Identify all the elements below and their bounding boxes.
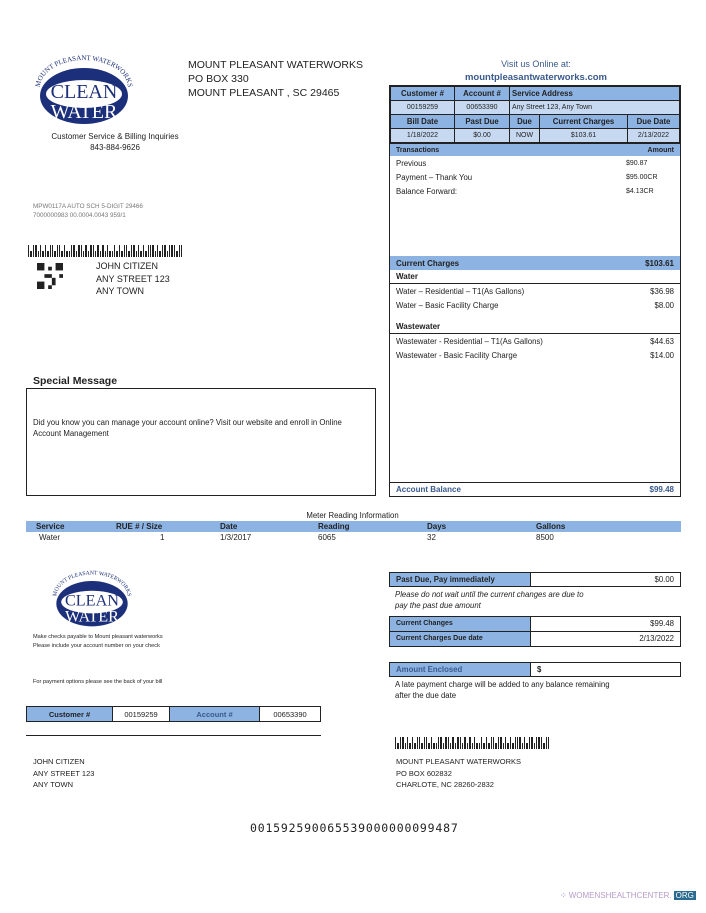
recipient-address: JOHN CITIZEN ANY STREET 123 ANY TOWN — [96, 261, 170, 296]
svg-text:WATER: WATER — [64, 607, 120, 626]
amount-enclosed-box[interactable]: Amount Enclosed $ — [389, 662, 681, 677]
special-message-box: Did you know you can manage your account online? Visit our website and enroll in Online Account Management — [26, 388, 376, 496]
meter-header: Service RUE # / Size Date Reading Days Gallons — [26, 521, 681, 532]
water-section-title: Water — [390, 270, 680, 284]
stub-id-box: Customer # 00159259 Account # 00653390 — [26, 706, 321, 722]
transactions-header: Transactions Amount — [390, 144, 680, 156]
customer-number: 00159259 — [391, 101, 455, 115]
watermark: ⁘ WOMENSHEALTHCENTER. ORG — [560, 891, 694, 900]
account-summary: Customer # Account # Service Address 00159259 00653390 Any Street 123, Any Town Bill Date Past Due Due Current Charges Due Date 1/18/2022 $0.00 NOW $103.61 2/13/2022 — [389, 85, 681, 144]
website-link[interactable]: mountpleasantwaterworks.com — [464, 72, 607, 83]
transaction-row: Balance Forward: $4.13CR — [396, 186, 654, 196]
due: NOW — [510, 129, 540, 143]
charge-row: Wastewater - Basic Facility Charge $14.00 — [396, 350, 674, 360]
meter-row: Water 1 1/3/2017 6065 32 8500 — [39, 533, 554, 542]
amount-enclosed-input[interactable]: $ — [537, 665, 542, 674]
svg-text:MOUNT PLEASANT WATERWORKS: MOUNT PLEASANT WATERWORKS — [33, 53, 135, 88]
mail-codes: MPW0117A AUTO SCH 5-DIGIT 29466 7000000983 00.0004.0043 959/1 — [33, 203, 143, 219]
ocr-scan-line: 001592590065539000000099487 — [250, 821, 459, 835]
meter-title: Meter Reading Information — [306, 511, 399, 520]
wastewater-section-title: Wastewater — [390, 320, 680, 334]
stub-account-number: 00653390 — [273, 709, 307, 719]
svg-text:CLEAN: CLEAN — [50, 81, 118, 103]
transaction-row: Previous $90.87 — [396, 158, 648, 168]
due-date: 2/13/2022 — [628, 129, 680, 143]
clean-water-logo-stub — [38, 568, 146, 628]
qr-code — [37, 263, 63, 289]
payment-instructions: Make checks payable to Mount pleasant waterworks Please include your account number on your check — [33, 634, 163, 649]
divider — [26, 735, 321, 736]
phone-number: 843-884-9626 — [90, 143, 140, 152]
clean-water-logo — [30, 52, 138, 126]
charge-row: Water – Basic Facility Charge $8.00 — [396, 300, 674, 310]
current-charges-value: $103.61 — [540, 129, 628, 143]
stub-recipient-address: JOHN CITIZEN ANY STREET 123 ANY TOWN — [33, 757, 95, 789]
company-address: MOUNT PLEASANT WATERWORKS PO BOX 330 MOUNT PLEASANT , SC 29465 — [188, 59, 364, 99]
svg-text:WATER: WATER — [50, 101, 118, 123]
current-charges-header: Current Charges $103.61 — [390, 256, 680, 270]
account-balance: Account Balance $99.48 — [390, 482, 680, 496]
stub-customer-number: 00159259 — [113, 707, 170, 721]
special-message-title: Special Message — [33, 375, 118, 387]
svg-text:CLEAN: CLEAN — [64, 591, 120, 610]
service-address: Any Street 123, Any Town — [510, 101, 680, 115]
current-charges-box: Current Changes $99.48 Current Charges Due date 2/13/2022 — [389, 616, 681, 647]
customer-service: Customer Service & Billing Inquiries 843-884-9626 — [30, 131, 200, 153]
past-due-box: Past Due, Pay immediately $0.00 — [389, 572, 681, 587]
bill-date: 1/18/2022 — [391, 129, 455, 143]
late-payment-note: A late payment charge will be added to any balance remaining after the due date — [395, 680, 610, 700]
transactions-panel — [389, 144, 681, 497]
account-number: 00653390 — [455, 101, 510, 115]
past-due-note: Please do not wait until the current changes are due to pay the past due amount — [395, 590, 584, 610]
dots-icon: ⁘ — [560, 891, 567, 900]
transaction-row: Payment – Thank You $95.00CR — [396, 172, 658, 182]
payment-options-note: For payment options please see the back of your bill — [33, 679, 163, 685]
online-info: Visit us Online at: mountpleasantwaterworks.com — [390, 58, 682, 84]
svg-text:MOUNT PLEASANT WATERWORKS: MOUNT PLEASANT WATERWORKS — [52, 570, 132, 597]
postal-barcode — [28, 243, 182, 257]
charge-row: Wastewater - Residential – T1(As Gallons) $44.63 — [396, 336, 674, 346]
remit-address: MOUNT PLEASANT WATERWORKS PO BOX 602832 CHARLOTE, NC 28260-2832 — [396, 757, 522, 789]
remit-barcode — [395, 735, 549, 749]
charge-row: Water – Residential – T1(As Gallons) $36.98 — [396, 286, 674, 296]
meter-table — [26, 521, 681, 543]
past-due: $0.00 — [455, 129, 510, 143]
